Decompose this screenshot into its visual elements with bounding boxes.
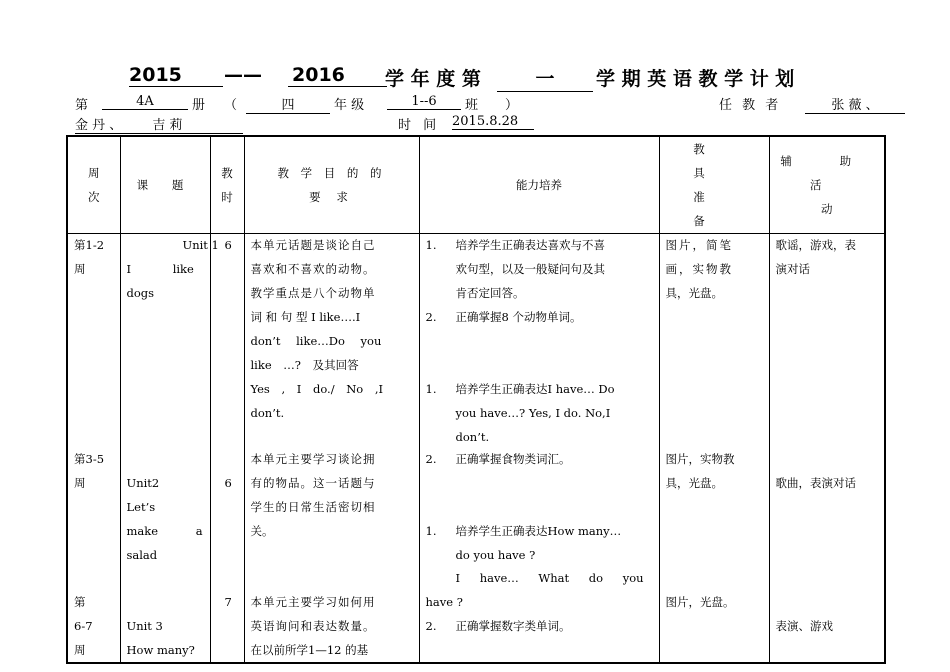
plan-table: [66, 135, 884, 657]
title-term: 一: [497, 64, 593, 92]
aux-text: 表演、游戏: [775, 619, 833, 633]
aims-text: 关。: [250, 524, 274, 538]
header-lesson-text: 课 题: [136, 178, 194, 192]
header-aux-1: 辅 助 活: [780, 154, 874, 192]
plan-title: [0, 62, 950, 90]
ability-text: you have…? Yes, I do. No,I: [455, 406, 611, 420]
lesson-text: Unit2: [126, 476, 160, 490]
hours-cell: [210, 234, 244, 664]
lesson-text: Unit 1: [182, 238, 219, 252]
tools-text: 画，实物教: [665, 262, 733, 276]
meta-date-label: 时 间: [398, 118, 441, 133]
header-aims-2: 要 求: [309, 190, 354, 204]
header-week: [67, 136, 120, 234]
ability-text: 肯否定回答。: [455, 286, 525, 300]
tools-text: 具，光盘。: [665, 476, 723, 490]
lesson-text: How many?: [126, 643, 195, 657]
meta-classes: 1--6: [387, 94, 461, 110]
ability-text: 正确掌握数字类单词。: [455, 619, 571, 633]
meta-paren-open: （: [224, 98, 238, 113]
ability-num: 2.: [425, 619, 437, 633]
aims-text: 词 和 句 型 I like….I: [250, 310, 361, 324]
week-text: 第: [74, 595, 86, 609]
aux-text: 歌谣，游戏，表: [775, 238, 856, 252]
header-tools: [659, 136, 769, 234]
aims-text: 在以前所学1—12 的基: [250, 643, 369, 657]
meta-ce: 册: [192, 98, 206, 113]
meta-teacher-2: 金 丹 、: [75, 118, 123, 133]
tools-text: 图片，简笔: [665, 238, 733, 252]
header-hours: [210, 136, 244, 234]
table-body-row: [67, 234, 885, 664]
ability-text: 培养学生正确表达喜欢与不喜: [455, 238, 605, 252]
lesson-text: Let’s: [126, 500, 156, 514]
week-text: 周: [74, 643, 86, 657]
ability-text: don’t.: [455, 430, 490, 444]
meta-line-2: [0, 112, 950, 134]
aux-text: 演对话: [775, 262, 810, 276]
hours-text: 6: [224, 476, 232, 490]
header-hours-1: 教: [221, 166, 233, 180]
ability-text: have ?: [425, 595, 463, 609]
header-aux: [769, 136, 885, 234]
table-header-row: [67, 136, 885, 234]
week-text: 6-7: [74, 619, 93, 633]
aims-text: don’t like…Do you: [250, 334, 382, 348]
aims-text: 教学重点是八个动物单: [250, 286, 376, 300]
aims-text: Yes , I do./ No ,I: [250, 382, 384, 396]
meta-grade: 四: [246, 94, 330, 114]
title-dash: ——: [224, 64, 262, 86]
aims-text: 英语询问和表达数量。: [250, 619, 376, 633]
aims-text: 喜欢和不喜欢的动物。: [250, 262, 376, 276]
meta-line-1: [0, 92, 950, 114]
title-year-start: 2015: [129, 64, 223, 87]
header-tools-2: 准 备: [693, 190, 735, 228]
ability-text: 培养学生正确表达I have… Do: [455, 382, 615, 396]
hours-text: 7: [224, 595, 232, 609]
lesson-line: I like: [126, 262, 194, 276]
week-text: 周: [74, 476, 86, 490]
ability-cell: [419, 234, 659, 664]
aims-text: 本单元话题是谈论自己: [250, 238, 376, 252]
ability-text: 正确掌握8 个动物单词。: [455, 310, 582, 324]
ability-text: 欢句型，以及一般疑问句及其: [455, 262, 605, 276]
lesson-text: salad: [126, 548, 158, 562]
header-aux-2: 动: [821, 202, 833, 216]
week-text: 周: [74, 262, 86, 276]
hours-text: 6: [224, 238, 232, 252]
meta-paren-close: ）: [505, 98, 519, 113]
lesson-text: Unit 3: [126, 619, 163, 633]
header-hours-2: 时: [221, 190, 233, 204]
lesson-text: dogs: [126, 286, 155, 300]
ability-text: 正确掌握食物类词汇。: [455, 452, 571, 466]
tools-text: 图片，光盘。: [665, 595, 735, 609]
header-ability-text: 能力培养: [516, 178, 562, 192]
tools-cell: [659, 234, 769, 664]
header-week-2: 次: [88, 190, 100, 204]
title-year-end: 2016: [288, 64, 387, 87]
ability-num: 2.: [425, 310, 437, 324]
header-week-1: 周: [88, 166, 100, 180]
meta-teacher-3: 吉 莉: [152, 118, 183, 133]
ability-num: 1.: [425, 238, 437, 252]
ability-text: I have… What do you: [455, 571, 644, 585]
aims-text: 本单元主要学习如何用: [250, 595, 376, 609]
ability-num: 1.: [425, 524, 437, 538]
meta-teachers-2: [75, 114, 243, 134]
header-tools-1: 教 具: [693, 142, 735, 180]
title-plan-label: 学 期 英 语 教 学 计 划: [596, 68, 795, 90]
aims-cell: [244, 234, 419, 664]
header-ability: [419, 136, 659, 234]
header-aims: [244, 136, 419, 234]
week-text: 第3-5: [74, 452, 105, 466]
header-lesson: [120, 136, 210, 234]
aims-text: like …? 及其回答: [250, 358, 359, 372]
aims-text: don’t.: [250, 406, 285, 420]
aims-text: 有的物品。这一话题与: [250, 476, 376, 490]
title-school-year-label: 学 年 度 第: [385, 68, 481, 90]
aux-cell: [769, 234, 885, 664]
week-text: 第1-2: [74, 238, 105, 252]
week-cell: [67, 234, 120, 664]
aims-text: 学生的日常生活密切相: [250, 500, 376, 514]
lesson-text: make a: [126, 524, 203, 538]
meta-teacher-label: 任 教 者: [719, 98, 782, 113]
aux-text: 歌曲，表演对话: [775, 476, 856, 490]
ability-text: do you have ?: [455, 548, 536, 562]
meta-ban: 班: [465, 98, 479, 113]
meta-di: 第: [75, 98, 89, 113]
ability-num: 1.: [425, 382, 437, 396]
meta-date: 2015.8.28: [452, 114, 534, 130]
lesson-text: [127, 258, 206, 282]
tools-text: 具，光盘。: [665, 286, 723, 300]
meta-teacher-1: 张 薇 、: [805, 94, 905, 114]
meta-nianji: 年 级: [334, 98, 365, 113]
ability-text: 培养学生正确表达How many…: [455, 524, 622, 538]
meta-book: 4A: [102, 94, 188, 110]
header-aims-1: 教 学 目 的 的: [277, 166, 386, 180]
aims-text: 本单元主要学习谈论拥: [250, 452, 376, 466]
lesson-cell: [120, 234, 219, 664]
tools-text: 图片，实物教: [665, 452, 735, 466]
ability-num: 2.: [425, 452, 437, 466]
